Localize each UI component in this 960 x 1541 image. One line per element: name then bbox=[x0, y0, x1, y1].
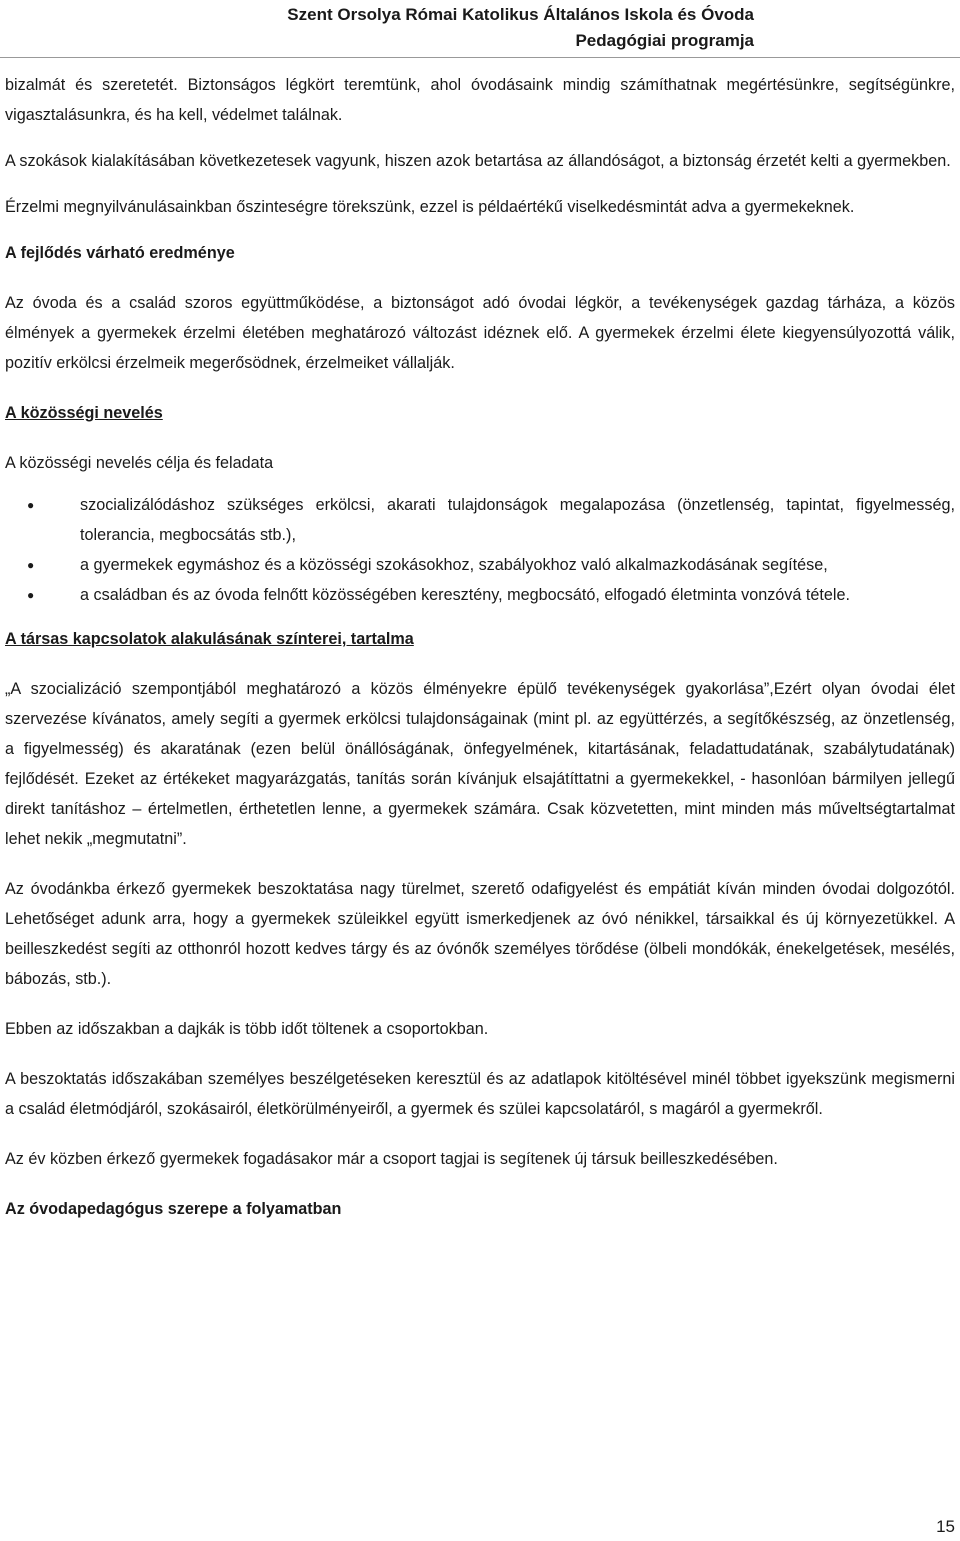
heading-teacher-role: Az óvodapedagógus szerepe a folyamatban bbox=[5, 1200, 342, 1218]
list-item bbox=[5, 550, 955, 580]
bullet-icon: ● bbox=[27, 558, 35, 572]
paragraph-community-goal: A közösségi nevelés célja és feladata bbox=[5, 454, 274, 472]
list-item bbox=[5, 490, 955, 550]
heading-expected-development: A fejlődés várható eredménye bbox=[5, 244, 235, 262]
header-school-name: Szent Orsolya Római Katolikus Általános Iskola és Óvoda bbox=[287, 5, 754, 24]
paragraph-family-knowledge: A beszoktatás időszakában személyes beszélgetéseken keresztül és az adatlapok kitöltésével minél többet igyekszünk megismerni a család életmódjáról, szokásairól, életkörülményeiről, a gyermek és szülei kapcsolatáról, s magáról a gyermekről. bbox=[5, 1070, 955, 1118]
page-number: 15 bbox=[936, 1517, 955, 1536]
paragraph-midyear-arrivals: Az év közben érkező gyermekek fogadásakor már a csoport tagjai is segítenek új társuk beilleszkedésében. bbox=[5, 1150, 778, 1168]
paragraph-nannies: Ebben az időszakban a dajkák is több időt töltenek a csoportokban. bbox=[5, 1020, 489, 1038]
paragraph-habits: A szokások kialakításában következetesek vagyunk, hiszen azok betartása az állandóságot, a biztonság érzetét kelti a gyermekben. bbox=[5, 152, 951, 170]
community-goal-list bbox=[5, 490, 955, 610]
header-divider bbox=[0, 57, 960, 58]
document-body bbox=[5, 70, 955, 1224]
page-header bbox=[194, 0, 754, 54]
bullet-icon: ● bbox=[27, 588, 35, 602]
bullet-icon: ● bbox=[27, 498, 35, 512]
heading-social-relations: A társas kapcsolatok alakulásának színterei, tartalma bbox=[5, 630, 414, 648]
list-item-text: szocializálódáshoz szükséges erkölcsi, akarati tulajdonságok megalapozása (önzetlenség, tapintat, figyelmesség, tolerancia, megbocsátás stb.), bbox=[80, 496, 955, 544]
paragraph-socialization: „A szocializáció szempontjából meghatározó a közös élményekre épülő tevékenységek gyakorlása”,Ezért olyan óvodai élet szervezése kívánatos, amely segíti a gyermek erkölcsi tulajdonságainak (mint pl. az együttérzés, a segítőkészség, az önzetlenség, a figyelmesség) és akaratának (ezen belül önállóságának, önfegyelmének, kitartásának, feladattudatának, szabálytudatának) fejlődését. Ezeket az értékeket magyarázgatás, tanítás során kívánjuk elsajátíttatni a gyermekekkel, - hasonlóan bármilyen jellegű direkt tanításhoz – értelmetlen, érthetetlen lenne, a gyermekek számára. Csak közvetetten, mint minden más műveltségtartalmat lehet nekik „megmutatni”. bbox=[5, 680, 955, 848]
list-item-text: a gyermekek egymáshoz és a közösségi szokásokhoz, szabályokhoz való alkalmazkodásának segítése, bbox=[80, 556, 828, 574]
header-document-title: Pedagógiai programja bbox=[575, 31, 754, 50]
paragraph-emotional-expression: Érzelmi megnyilvánulásainkban őszinteségre törekszünk, ezzel is példaértékű viselkedésmintát adva a gyermekeknek. bbox=[5, 198, 855, 216]
heading-community-education: A közösségi nevelés bbox=[5, 404, 163, 422]
list-item bbox=[5, 580, 955, 610]
paragraph-expected-results: Az óvoda és a család szoros együttműködése, a biztonságot adó óvodai légkör, a tevékenységek gazdag tárháza, a közös élmények a gyermekek érzelmi életében meghatározó változást idéznek elő. A gyermekek érzelmi élete kiegyensúlyozottá válik, pozitív erkölcsi érzelmeik megerősödnek, érzelmeiket vállalják. bbox=[5, 294, 955, 372]
list-item-text: a családban és az óvoda felnőtt közösségében keresztény, megbocsátó, elfogadó életminta vonzóvá tétele. bbox=[80, 586, 850, 604]
paragraph-settling-in: Az óvodánkba érkező gyermekek beszoktatása nagy türelmet, szerető odafigyelést és empátiát kíván minden óvodai dolgozótól. Lehetőséget adunk arra, hogy a gyermekek szüleikkel együtt ismerkedjenek az óvó nénikkel, társaikkal és új környezetükkel. A beilleszkedést segíti az otthonról hozott kedves tárgy és az óvónők személyes törődése (ölbeli mondókák, énekelgetések, mesélés, bábozás, stb.). bbox=[5, 880, 955, 988]
paragraph-trust: bizalmát és szeretetét. Biztonságos légkört teremtünk, ahol óvodásaink mindig számíthatnak megértésünkre, segítségünkre, vigasztalásunkra, és ha kell, védelmet találnak. bbox=[5, 76, 955, 124]
